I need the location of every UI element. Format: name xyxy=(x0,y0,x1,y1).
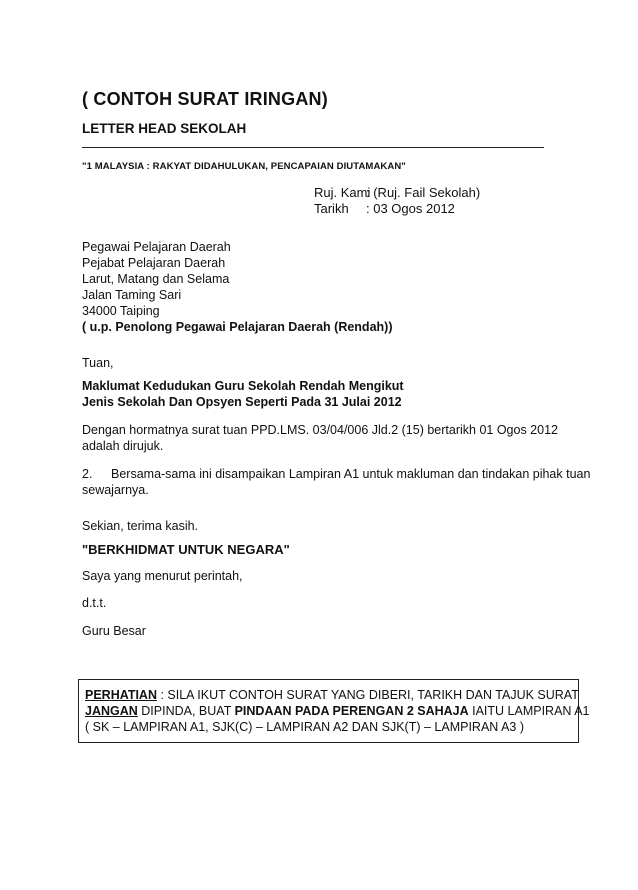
notice-line-1-text: : SILA IKUT CONTOH SURAT YANG DIBERI, TARIKH DAN TAJUK SURAT xyxy=(157,688,579,702)
notice-line-2 xyxy=(85,703,590,719)
reference-label: Ruj. Kami xyxy=(314,185,371,200)
recipient-line: Pegawai Pelajaran Daerah xyxy=(82,240,231,254)
notice-line-2-mid: DIPINDA, BUAT xyxy=(137,704,235,718)
recipient-line: Jalan Taming Sari xyxy=(82,288,182,302)
recipient-line: 34000 Taiping xyxy=(82,304,160,318)
document-title: ( CONTOH SURAT IRINGAN) xyxy=(82,89,328,109)
reference-value: : (Ruj. Fail Sekolah) xyxy=(366,185,481,200)
closing-dtt: d.t.t. xyxy=(82,596,107,610)
recipient-line: Pejabat Pelajaran Daerah xyxy=(82,256,226,270)
notice-label: PERHATIAN xyxy=(85,688,157,702)
closing-slogan: "BERKHIDMAT UNTUK NEGARA" xyxy=(82,542,290,557)
notice-jangan: JANGAN xyxy=(85,704,138,718)
notice-line-3: ( SK – LAMPIRAN A1, SJK(C) – LAMPIRAN A2 DAN SJK(T) – LAMPIRAN A3 ) xyxy=(85,720,525,734)
paragraph-2-line-1: Bersama-sama ini disampaikan Lampiran A1 untuk makluman dan tindakan pihak tuan xyxy=(111,467,591,481)
header-divider xyxy=(82,147,544,148)
paragraph-1-line-1: Dengan hormatnya surat tuan PPD.LMS. 03/04/006 Jld.2 (15) bertarikh 01 Ogos 2012 xyxy=(82,423,558,437)
reference-line xyxy=(314,185,480,200)
paragraph-1-line-2: adalah dirujuk. xyxy=(82,439,164,453)
letterhead-placeholder: LETTER HEAD SEKOLAH xyxy=(82,121,247,136)
signatory-position: Guru Besar xyxy=(82,624,146,638)
notice-box xyxy=(78,679,590,743)
paragraph-2-number: 2. xyxy=(82,467,93,481)
closing-thanks: Sekian, terima kasih. xyxy=(82,519,199,533)
notice-line-2-end: IAITU LAMPIRAN A1 xyxy=(468,704,590,718)
subject-line-1: Maklumat Kedudukan Guru Sekolah Rendah Mengikut xyxy=(82,379,404,393)
notice-line-1 xyxy=(85,687,579,703)
recipient-attention: ( u.p. Penolong Pegawai Pelajaran Daerah (Rendah)) xyxy=(82,320,393,334)
paragraph-2-line-2: sewajarnya. xyxy=(82,483,149,497)
recipient-line: Larut, Matang dan Selama xyxy=(82,272,230,286)
motto-text: "1 MALAYSIA : RAKYAT DIDAHULUKAN, PENCAPAIAN DIUTAMAKAN" xyxy=(82,161,406,172)
closing-signoff: Saya yang menurut perintah, xyxy=(82,569,243,583)
date-label: Tarikh xyxy=(314,201,349,216)
salutation: Tuan, xyxy=(82,356,114,370)
notice-line-2-bold: PINDAAN PADA PERENGAN 2 SAHAJA xyxy=(234,704,469,718)
date-value: : 03 Ogos 2012 xyxy=(366,201,455,216)
subject-line-2: Jenis Sekolah Dan Opsyen Seperti Pada 31 Julai 2012 xyxy=(82,395,402,409)
date-line xyxy=(314,201,455,216)
